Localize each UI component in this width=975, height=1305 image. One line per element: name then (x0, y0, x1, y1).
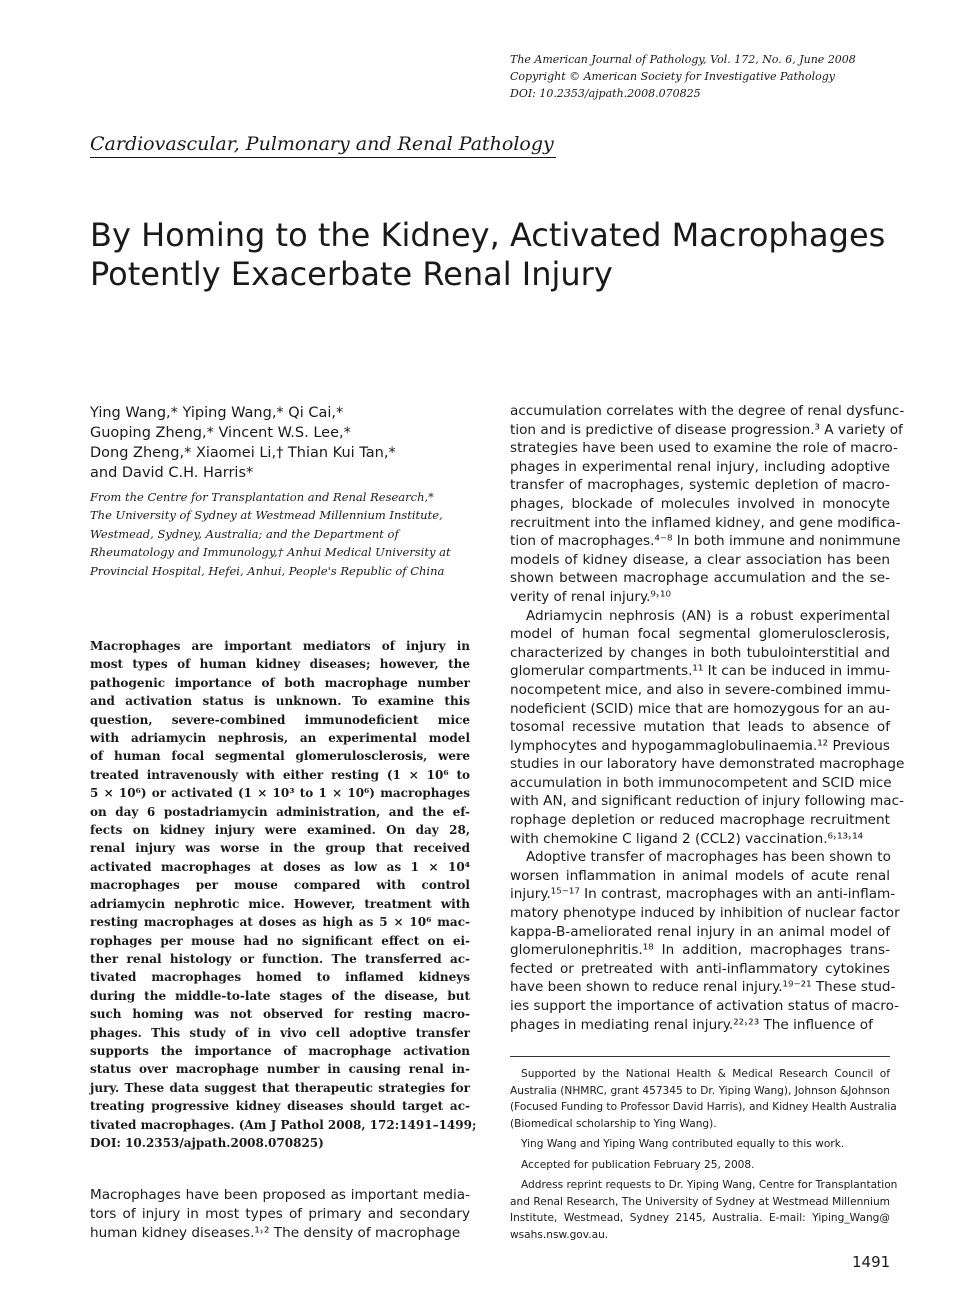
footnote-line: Address reprint requests to Dr. Yiping Wang, Centre for Transplantation (521, 1179, 898, 1191)
footnote-line: Australia (NHMRC, grant 457345 to Dr. Yiping Wang), Johnson &Johnson (510, 1084, 890, 1097)
title-line: Potently Exacerbate Renal Injury (90, 255, 613, 293)
footnote-line: and Renal Research, The University of Sydney at Westmead Millennium (510, 1195, 890, 1208)
abstract-line: pathogenic importance of both macrophage number (90, 675, 470, 690)
body-line: worsen inflammation in animal models of acute renal (510, 867, 890, 884)
journal-citation: The American Journal of Pathology, Vol. 172, No. 6, June 2008 (510, 53, 856, 66)
author-line: Ying Wang,* Yiping Wang,* Qi Cai,* (90, 405, 344, 421)
body-line: nocompetent mice, and also in severe-combined immu- (510, 681, 891, 698)
body-line: matory phenotype induced by inhibition of nuclear factor (510, 905, 900, 922)
footnote-line: Ying Wang and Yiping Wang contributed equally to this work. (521, 1138, 845, 1150)
body-line: tion of macrophages.⁴⁻⁸ In both immune and nonimmune (510, 533, 901, 550)
body-line: glomerulonephritis.¹⁸ In addition, macrophages trans- (510, 942, 890, 959)
article-title (90, 216, 910, 294)
footnote-line: Supported by the National Health & Medical Research Council of (521, 1068, 890, 1080)
body-line: studies in our laboratory have demonstrated macrophage (510, 756, 905, 773)
body-line: have been shown to reduce renal injury.¹⁹⁻²¹ These stud- (510, 979, 896, 996)
body-line: phages in experimental renal injury, including adoptive (510, 458, 890, 475)
body-line: with AN, and significant reduction of injury following mac- (510, 793, 904, 810)
body-line: accumulation in both immunocompetent and SCID mice (510, 774, 892, 791)
journal-header (510, 51, 910, 102)
abstract-line: supports the importance of macrophage activation (90, 1043, 470, 1058)
body-line: rophage depletion or reduced macrophage recruitment (510, 812, 890, 829)
abstract-line: jury. These data suggest that therapeutic strategies for (90, 1080, 470, 1095)
funding-footnote (510, 1066, 897, 1132)
abstract-line: on day 6 postadriamycin administration, and the ef- (90, 804, 470, 819)
abstract-line: treating progressive kidney diseases should target ac- (90, 1099, 470, 1114)
body-line: characterized by changes in both tubulointerstitial and (510, 644, 890, 661)
abstract-line: resting macrophages at doses as high as 5 × 10⁶ mac- (90, 915, 470, 930)
body-line: phages in mediating renal injury.²²˒²³ The influence of (510, 1016, 873, 1033)
title-line: By Homing to the Kidney, Activated Macrophages (90, 216, 886, 254)
body-line: fected or pretreated with anti-inflammatory cytokines (510, 960, 890, 977)
footnote-line: (Focused Funding to Professor David Harris), and Kidney Health Australia (510, 1101, 897, 1113)
body-line: kappa-B-ameliorated renal injury in an animal model of (510, 923, 890, 940)
abstract-line: 5 × 10⁶) or activated (1 × 10³ to 1 × 10⁶) macrophages (90, 786, 470, 801)
body-line: Adriamycin nephrosis (AN) is a robust experimental (526, 607, 890, 624)
body-line: strategies have been used to examine the role of macro- (510, 440, 898, 457)
section-title-underline (90, 157, 556, 158)
abstract-line: question, severe-combined immunodeficient mice (90, 712, 470, 727)
footnote-divider (510, 1056, 890, 1057)
abstract-line: and activation status is unknown. To examine this (90, 694, 470, 709)
journal-copyright: Copyright © American Society for Investigative Pathology (510, 70, 835, 83)
body-line: shown between macrophage accumulation and the se- (510, 570, 890, 587)
affiliation-line: The University of Sydney at Westmead Millennium Institute, (90, 508, 443, 523)
abstract-line: such homing was not observed for resting macro- (90, 1007, 470, 1022)
abstract-line: activated macrophages at doses as low as 1 × 10⁴ (90, 859, 470, 874)
body-line: transfer of macrophages, systemic depletion of macro- (510, 477, 890, 494)
footnote-line: (Biomedical scholarship to Ying Wang). (510, 1117, 717, 1130)
abstract-line: DOI: 10.2353/ajpath.2008.070825) (90, 1135, 324, 1150)
body-line: Macrophages have been proposed as important media- (90, 1187, 470, 1203)
abstract-line: phages. This study of in vivo cell adoptive transfer (90, 1025, 470, 1040)
body-line: tors of injury in most types of primary and secondary (90, 1206, 470, 1222)
accepted-footnote (510, 1157, 890, 1174)
abstract-line: ther renal histology or function. The transferred ac- (90, 951, 470, 966)
abstract-line: rophages per mouse had no significant effect on ei- (90, 933, 470, 948)
affiliation-line: Westmead, Sydney, Australia; and the Department of (90, 526, 399, 541)
body-line: injury.¹⁵⁻¹⁷ In contrast, macrophages with an anti-inflam- (510, 886, 896, 903)
author-line: Dong Zheng,* Xiaomei Li,† Thian Kui Tan,* (90, 445, 396, 461)
body-text-right-column (510, 402, 905, 1034)
abstract-line: status over macrophage number in causing renal in- (90, 1062, 470, 1077)
affiliation-line: From the Centre for Transplantation and Renal Research,* (90, 490, 434, 504)
equal-contribution-footnote (510, 1136, 890, 1153)
body-line: human kidney diseases.¹˒² The density of macrophage (90, 1225, 461, 1241)
abstract-line: most types of human kidney diseases; however, the (90, 657, 470, 672)
author-line: and David C.H. Harris* (90, 465, 254, 481)
affiliations (90, 488, 470, 580)
abstract-line: adriamycin nephrotic mice. However, treatment with (90, 896, 470, 911)
affiliation-line: Provincial Hospital, Hefei, Anhui, People's Republic of China (90, 563, 445, 578)
abstract-line: tivated macrophages. (Am J Pathol 2008, 172:1491–1499; (90, 1117, 477, 1132)
footnote-line: wsahs.nsw.gov.au. (510, 1228, 609, 1241)
body-line: lymphocytes and hypogammaglobulinaemia.¹² Previous (510, 737, 890, 754)
body-line: phages, blockade of molecules involved in monocyte (510, 495, 890, 512)
body-line: Adoptive transfer of macrophages has been shown to (526, 849, 891, 866)
body-line: ies support the importance of activation status of macro- (510, 998, 900, 1014)
journal-doi: DOI: 10.2353/ajpath.2008.070825 (510, 87, 701, 100)
body-line: models of kidney disease, a clear association has been (510, 551, 890, 568)
body-line: with chemokine C ligand 2 (CCL2) vaccination.⁶˒¹³˒¹⁴ (510, 830, 864, 847)
abstract-line: Macrophages are important mediators of injury in (90, 639, 470, 653)
footnote-line: Institute, Westmead, Sydney 2145, Australia. E-mail: Yiping_Wang@ (510, 1212, 890, 1224)
body-text-left-column (90, 1186, 470, 1243)
abstract-line: renal injury was worse in the group that received (90, 841, 470, 856)
affiliation-line: Rheumatology and Immunology,† Anhui Medical University at (90, 545, 451, 560)
page-number: 1491 (852, 1253, 891, 1271)
abstract-line: macrophages per mouse compared with control (90, 878, 470, 893)
abstract-line: treated intravenously with either resting (1 × 10⁶ to (90, 767, 470, 782)
footnote-line: Accepted for publication February 25, 2008. (521, 1158, 755, 1171)
reprint-footnote (510, 1177, 898, 1243)
body-line: recruitment into the inflamed kidney, and gene modifica- (510, 514, 901, 531)
body-line: accumulation correlates with the degree of renal dysfunc- (510, 403, 905, 419)
abstract-line: during the middle-to-late stages of the disease, but (90, 988, 470, 1003)
body-line: verity of renal injury.⁹˒¹⁰ (510, 588, 671, 605)
author-line: Guoping Zheng,* Vincent W.S. Lee,* (90, 425, 351, 441)
abstract-line: of human focal segmental glomerulosclerosis, were (90, 749, 470, 764)
body-line: model of human focal segmental glomerulosclerosis, (510, 626, 890, 643)
section-title: Cardiovascular, Pulmonary and Renal Pathology (90, 133, 554, 155)
body-line: glomerular compartments.¹¹ It can be induced in immu- (510, 663, 891, 680)
abstract-line: tivated macrophages homed to inflamed kidneys (90, 970, 470, 985)
footnotes (510, 1066, 898, 1247)
abstract-line: with adriamycin nephrosis, an experimental model (90, 731, 470, 746)
author-list (90, 403, 470, 483)
body-line: nodeficient (SCID) mice that are homozygous for an au- (510, 700, 891, 717)
abstract (90, 637, 477, 1152)
abstract-line: fects on kidney injury were examined. On day 28, (90, 823, 470, 838)
body-line: tosomal recessive mutation that leads to absence of (510, 719, 890, 736)
body-line: tion and is predictive of disease progression.³ A variety of (510, 421, 903, 438)
